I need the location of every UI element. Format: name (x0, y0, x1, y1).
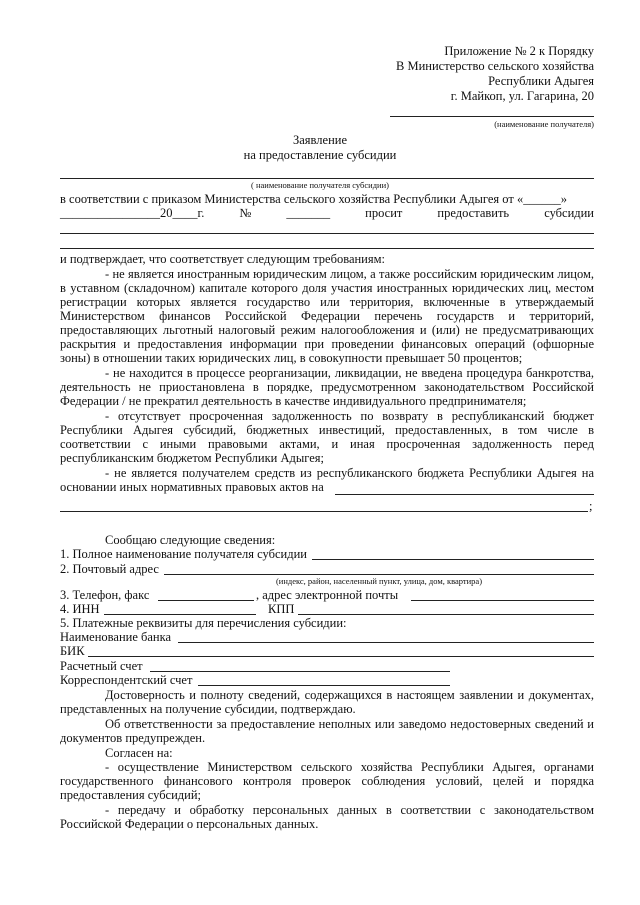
info-bank-name-rule (178, 642, 594, 643)
closing-responsibility-line-1: Об ответственности за предоставление неполных или заведомо недостоверных сведений и (105, 717, 594, 731)
intro-blank-rule-1 (60, 233, 594, 234)
closing-responsibility-line-2: документов предупрежден. (60, 731, 206, 745)
requirement-1-line-7: зоны) в отношении таких юридических лиц, в совокупности превышает 50 процентов; (60, 351, 523, 365)
closing-consent-heading: Согласен на: (105, 746, 173, 760)
applicant-name-rule (60, 178, 594, 179)
requirement-2-line-3: Федерации / не прекратил деятельность в качестве индивидуального предпринимателя; (60, 394, 527, 408)
intro-date-field: ________________20____г. (60, 206, 205, 220)
info-kpp-rule (298, 614, 594, 615)
info-phone-label: 3. Телефон, факс (60, 588, 150, 602)
intro-word-subsidies: субсидии (544, 206, 594, 220)
requirement-1-line-6: раскрытия и предоставления информации при проведении финансовых операций (офшорные (60, 337, 594, 351)
info-heading: Сообщаю следующие сведения: (105, 533, 276, 547)
requirement-3-line-3: соответствии с иными правовыми актами, и иная просроченная задолженность перед (60, 437, 594, 451)
applicant-caption: ( наименование получателя субсидии) (251, 180, 389, 190)
recipient-caption: (наименование получателя) (494, 119, 594, 129)
intro-word-provide: предоставить (437, 206, 510, 220)
intro-number-sign: № (239, 206, 252, 220)
intro-line-1: в соответствии с приказом Министерства сельского хозяйства Республики Адыгея от «______» (60, 192, 567, 206)
requirement-1-line-4: Министерством финансов Российской Федерации перечень государств и территорий, (60, 309, 594, 323)
info-inn-label: 4. ИНН (60, 602, 100, 616)
requirement-1-line-3: регистрации которых является государство или территория, включенные в утверждаемый (60, 295, 594, 309)
requirement-1-line-1: - не является иностранным юридическим лицом, а также российским юридическим лицом, (105, 267, 594, 281)
info-corr-account-label: Корреспондентский счет (60, 673, 193, 687)
requirement-3-line-2: Республики Адыгея субсидий, бюджетных инвестиций, предоставленных, в том числе в (60, 423, 594, 437)
intro-blank-rule-2 (60, 248, 594, 249)
info-postal-address-label: 2. Почтовый адрес (60, 562, 159, 576)
intro-line-2 (60, 206, 594, 220)
requirement-4-line-1: - не является получателем средств из республиканского бюджета Республики Адыгея на (105, 466, 594, 480)
header-appendix: Приложение № 2 к Порядку (444, 44, 594, 58)
closing-consent-2-line-2: Российской Федерации о персональных данных. (60, 817, 319, 831)
intro-line-confirm: и подтверждает, что соответствует следующим требованиям: (60, 252, 385, 266)
header-ministry: В Министерство сельского хозяйства (396, 59, 594, 73)
header-republic: Республики Адыгея (488, 74, 594, 88)
intro-number-field: _______ (286, 206, 331, 220)
requirement-3-line-1: - отсутствует просроченная задолженность по возврату в республиканский бюджет (105, 409, 594, 423)
recipient-name-rule (390, 116, 594, 117)
document-subtitle: на предоставление субсидии (243, 148, 397, 162)
info-account-label: Расчетный счет (60, 659, 143, 673)
info-inn-rule (104, 614, 256, 615)
info-payment-details-label: 5. Платежные реквизиты для перечисления субсидии: (60, 616, 347, 630)
info-full-name-label: 1. Полное наименование получателя субсидии (60, 547, 307, 561)
requirement-4-acts-rule (335, 494, 594, 495)
requirement-3-line-4: республиканским бюджетом Республики Адыгея; (60, 451, 325, 465)
requirement-2-line-1: - не находится в процессе реорганизации, ликвидации, не введена процедура банкротства, (105, 366, 594, 380)
info-corr-account-rule (198, 685, 450, 686)
document-title: Заявление (292, 133, 347, 147)
intro-word-requests: просит (365, 206, 403, 220)
info-address-caption: (индекс, район, населенный пункт, улица, дом, квартира) (275, 576, 483, 586)
requirement-4-acts-rule-2 (60, 511, 588, 512)
closing-reliability-line-1: Достоверность и полноту сведений, содержащихся в настоящем заявлении и документах, (105, 688, 594, 702)
closing-consent-1-line-3: предоставления субсидий; (60, 788, 202, 802)
header-address: г. Майкоп, ул. Гагарина, 20 (450, 89, 594, 103)
info-bik-label: БИК (60, 644, 85, 658)
info-full-name-rule (312, 559, 594, 560)
closing-consent-2-line-1: - передачу и обработку персональных данных в соответствии с законодательством (105, 803, 594, 817)
info-account-rule (150, 671, 450, 672)
closing-consent-1-line-2: государственного финансового контроля проверок соблюдения условий, целей и порядка (60, 774, 594, 788)
info-email-label: , адрес электронной почты (256, 588, 399, 602)
requirement-1-line-5: предоставляющих льготный налоговый режим налогообложения и (или) не предусматривающих (60, 323, 594, 337)
requirement-1-line-2: в уставном (складочном) капитале которого доля участия иностранных юридических лиц, местом (60, 281, 594, 295)
info-email-rule (411, 600, 594, 601)
info-phone-rule (158, 600, 254, 601)
requirement-end-semicolon: ; (589, 499, 593, 513)
requirement-4-line-2: основании иных нормативных правовых актов на (60, 480, 324, 494)
info-bank-name-label: Наименование банка (60, 630, 172, 644)
closing-consent-1-line-1: - осуществление Министерством сельского хозяйства Республики Адыгея, органами (105, 760, 594, 774)
requirement-2-line-2: деятельность не приостановлена в порядке, предусмотренном законодательством Российской (60, 380, 594, 394)
info-postal-address-rule (164, 574, 594, 575)
info-bik-rule (88, 656, 594, 657)
closing-reliability-line-2: представленных на получение субсидии, подтверждаю. (60, 702, 356, 716)
info-kpp-label: КПП (268, 602, 295, 616)
